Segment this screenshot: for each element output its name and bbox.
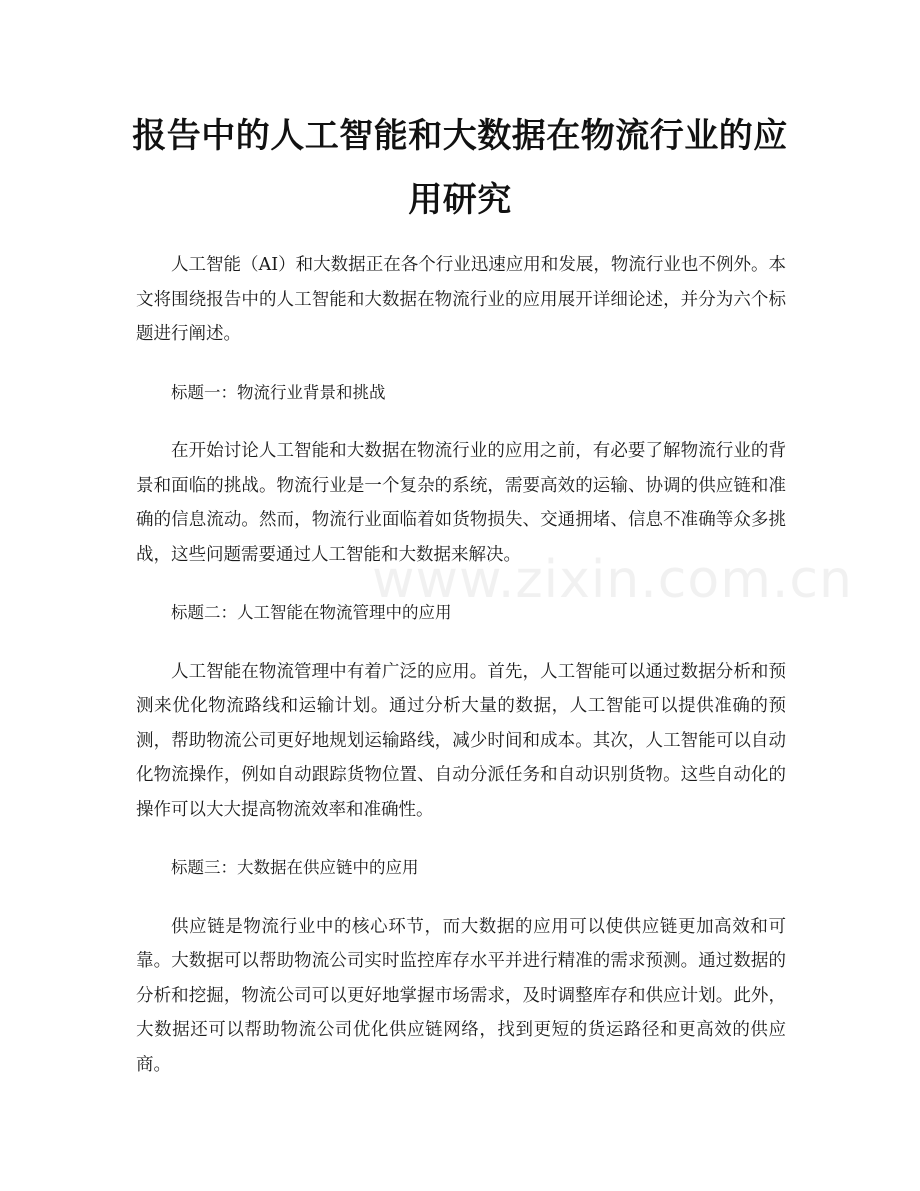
- document-body: [136, 248, 786, 1106]
- section-body-1: 在开始讨论人工智能和大数据在物流行业的应用之前，有必要了解物流行业的背景和面临的挑战。物流行业是一个复杂的系统，需要高效的运输、协调的供应链和准确的信息流动。然而，物流行业面临着如货物损失、交通拥堵、信息不准确等众多挑战，这些问题需要通过人工智能和大数据来解决。: [136, 441, 786, 565]
- section-heading-3: 标题三：大数据在供应链中的应用: [171, 858, 419, 877]
- section-body-2: 人工智能在物流管理中有着广泛的应用。首先，人工智能可以通过数据分析和预测来优化物流路线和运输计划。通过分析大量的数据，人工智能可以提供准确的预测，帮助物流公司更好地规划运输路线，减少时间和成本。其次，人工智能可以自动化物流操作，例如自动跟踪货物位置、自动分派任务和自动识别货物。这些自动化的操作可以大大提高物流效率和准确性。: [136, 661, 786, 820]
- section-body-3: 供应链是物流行业中的核心环节，而大数据的应用可以使供应链更加高效和可靠。大数据可以帮助物流公司实时监控库存水平并进行精准的需求预测。通过数据的分析和挖掘，物流公司可以更好地掌握市场需求，及时调整库存和供应计划。此外，大数据还可以帮助物流公司优化供应链网络，找到更短的货运路径和更高效的供应商。: [136, 916, 786, 1075]
- intro-paragraph: 人工智能（AI）和大数据正在各个行业迅速应用和发展，物流行业也不例外。本文将围绕报告中的人工智能和大数据在物流行业的应用展开详细论述，并分为六个标题进行阐述。: [136, 255, 786, 344]
- section-heading-1: 标题一：物流行业背景和挑战: [171, 382, 386, 402]
- watermark: www.zixin.com.cn: [372, 550, 853, 610]
- document-title: 报告中的人工智能和大数据在物流行业的应用研究: [132, 116, 788, 220]
- section-heading-2: 标题二：人工智能在物流管理中的应用: [171, 603, 452, 622]
